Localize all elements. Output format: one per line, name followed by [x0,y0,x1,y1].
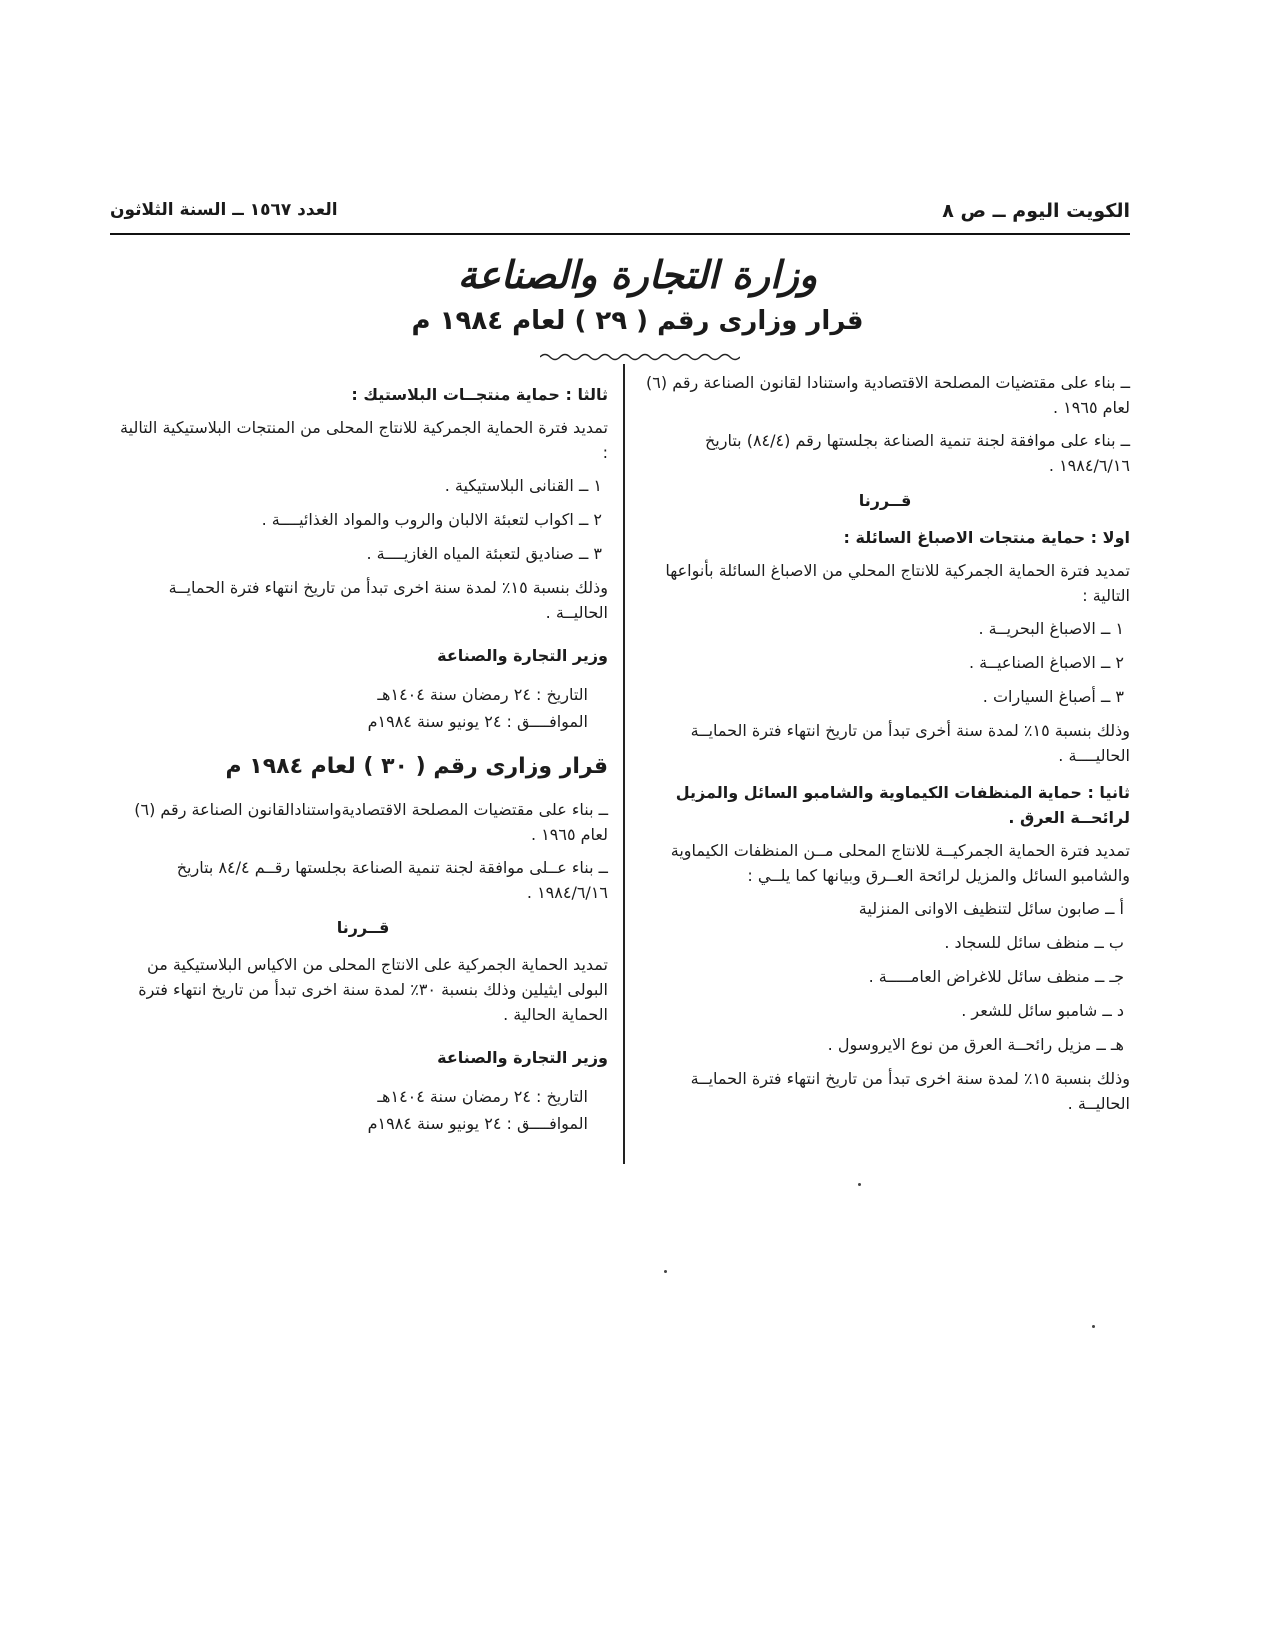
header-rule [110,233,1130,235]
list-item: ٢ ــ الاصباغ الصناعيــة . [968,653,1124,672]
section-text: تمديد فترة الحماية الجمركية للانتاج المحلي من الاصباغ السائلة بأنواعها التالية : [665,561,1130,605]
section-heading: ثالثا : حماية منتجــات البلاستيك : [351,385,608,404]
list-item: ٣ ــ أصباغ السيارات . [982,687,1124,706]
section-heading: ثانيا : حماية المنظفات الكيماوية والشامبو السائل والمزيل لرائحــة العرق . [675,783,1130,827]
date-hijri: التاريخ : ٢٤ رمضان سنة ١٤٠٤هـ [377,1087,588,1106]
header-page-ref: الكويت اليوم ــ ص ٨ [942,200,1130,222]
preamble-line: ــ بناء على مقتضيات المصلحة الاقتصادية واستنادا لقانون الصناعة رقم (٦) لعام ١٩٦٥ . [646,373,1130,417]
running-head [110,198,1130,230]
column-divider [623,364,625,1164]
date-hijri: التاريخ : ٢٤ رمضان سنة ١٤٠٤هـ [377,685,588,704]
section-closing: وذلك بنسبة ١٥٪ لمدة سنة اخرى تبدأ من تاريخ انتهاء فترة الحمايــة الحاليــة . [690,1069,1130,1113]
list-item: ١ ــ القنانى البلاستيكية . [444,476,602,495]
list-item: أ ــ صابون سائل لتنظيف الاوانى المنزلية [858,899,1124,918]
right-column [640,370,1130,1124]
list-item: جـ ــ منظف سائل للاغراض العامـــــة . [868,967,1124,986]
section-closing: وذلك بنسبة ١٥٪ لمدة سنة أخرى تبدأ من تاريخ انتهاء فترة الحمايــة الحاليــــة . [690,721,1130,765]
decided-label: قــررنا [336,918,390,937]
preamble-line: ــ بناء عــلى موافقة لجنة تنمية الصناعة بجلستها رقــم ٨٤/٤ بتاريخ ١٩٨٤/٦/١٦ . [176,858,608,902]
date-gregorian: الموافــــق : ٢٤ يونيو سنة ١٩٨٤م [367,1114,588,1133]
decorative-squiggle [540,352,740,362]
list-item: ٢ ــ اكواب لتعبئة الالبان والروب والمواد الغذائيــــة . [261,510,602,529]
decided-label: قــررنا [858,491,912,510]
left-column [118,370,608,1138]
ministry-title: وزارة التجارة والصناعة [457,252,818,297]
preamble-line: ــ بناء على مقتضيات المصلحة الاقتصاديةواستنادالقانون الصناعة رقم (٦) لعام ١٩٦٥ . [134,800,608,844]
header-issue-ref: العدد ١٥٦٧ ــ السنة الثلاثون [110,200,338,220]
decision-30-title: قرار وزارى رقم ( ٣٠ ) لعام ١٩٨٤ م [225,754,608,779]
list-item: د ــ شامبو سائل للشعر . [961,1001,1124,1020]
list-item: ب ــ منظف سائل للسجاد . [944,933,1124,952]
section-heading: اولا : حماية منتجات الاصباغ السائلة : [843,528,1130,547]
decision-29-title: قرار وزارى رقم ( ٢٩ ) لعام ١٩٨٤ م [411,306,864,336]
decision-text: تمديد الحماية الجمركية على الانتاج المحلى من الاكياس البلاستيكية من البولى ايثيلين وذلك بنسبة ٣٠٪ لمدة سنة اخرى تبدأ من تاريخ انتهاء فترة الحماية الحالية . [138,955,608,1024]
scan-speck [664,1270,667,1273]
preamble-line: ــ بناء على موافقة لجنة تنمية الصناعة بجلستها رقم (٨٤/٤) بتاريخ ١٩٨٤/٦/١٦ . [704,431,1130,475]
scan-speck [1092,1325,1095,1328]
section-text: تمديد فترة الحماية الجمركيــة للانتاج المحلى مــن المنظفات الكيماوية والشامبو السائل والمزيل لرائحة العــرق وبيانها كما يلــي : [670,841,1130,885]
section-text: تمديد فترة الحماية الجمركية للانتاج المحلى من المنتجات البلاستيكية التالية : [120,418,608,462]
minister-signature: وزير التجارة والصناعة [437,646,608,665]
list-item: ١ ــ الاصباغ البحريــة . [978,619,1124,638]
list-item: هـ ــ مزيل رائحــة العرق من نوع الايروسول . [827,1035,1124,1054]
scan-speck [858,1183,861,1186]
section-closing: وذلك بنسبة ١٥٪ لمدة سنة اخرى تبدأ من تاريخ انتهاء فترة الحمايــة الحاليــة . [168,578,608,622]
minister-signature: وزير التجارة والصناعة [437,1048,608,1067]
list-item: ٣ ــ صناديق لتعبئة المياه الغازيــــة . [366,544,602,563]
date-gregorian: الموافــــق : ٢٤ يونيو سنة ١٩٨٤م [367,712,588,731]
